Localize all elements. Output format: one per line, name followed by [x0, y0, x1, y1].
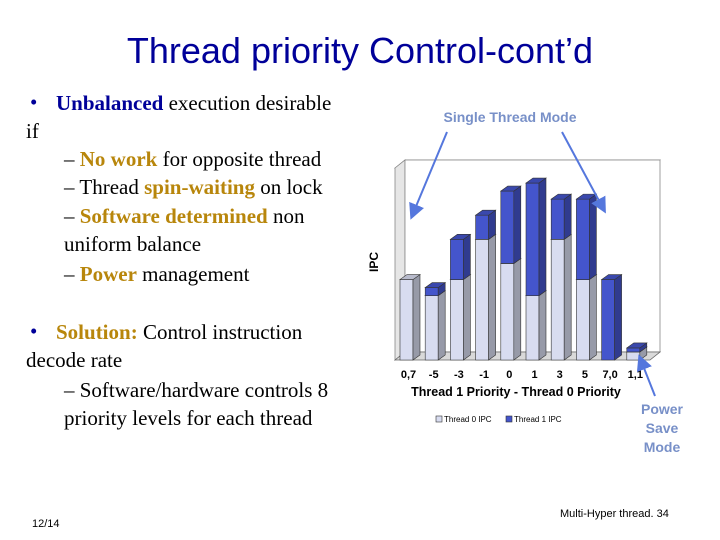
bar-side	[539, 291, 546, 360]
bar-thread0-0	[501, 258, 521, 360]
bar-side	[413, 275, 420, 360]
bar-front	[576, 280, 589, 360]
bar-side	[615, 275, 622, 360]
bar-thread0-0,7	[400, 275, 420, 360]
x-tick-label: 3	[556, 369, 563, 381]
bar-front	[476, 239, 489, 360]
dash: –	[64, 204, 75, 228]
bar-side	[564, 194, 571, 239]
x-tick-label: 7,0	[602, 369, 618, 381]
bar-thread0-3	[551, 234, 571, 360]
legend-swatch-thread1	[506, 416, 512, 422]
bar-thread0--3	[450, 275, 470, 360]
sub-item-1-rest: for opposite thread	[157, 147, 322, 171]
bar-thread1-7,0	[602, 275, 622, 360]
dash: –	[64, 175, 75, 199]
sub-item-2-keyword: spin-waiting	[144, 175, 255, 199]
dash: –	[64, 262, 75, 286]
slide-title: Thread priority Control-cont’d	[126, 30, 594, 71]
bar-front	[627, 352, 640, 360]
x-tick-label: 1	[531, 369, 538, 381]
bar-thread1-1	[526, 178, 546, 296]
bar-thread1-5	[576, 194, 596, 279]
bullet-2-rest: Control instruction	[137, 320, 303, 344]
sub2-item-2: priority levels for each thread	[64, 406, 313, 430]
annotation-save: Save	[645, 420, 679, 436]
sub-item-2-pre: Thread	[79, 175, 145, 199]
bar-front	[526, 296, 539, 360]
footer-page-right: Multi-Hyper thread. 34	[560, 508, 669, 520]
bar-thread1--3	[450, 234, 470, 279]
x-tick-label: 0,7	[400, 369, 417, 381]
bar-side	[564, 234, 571, 360]
x-tick-label: 5	[581, 369, 588, 381]
x-tick-label: -5	[428, 369, 439, 381]
bar-thread0--5	[425, 291, 445, 360]
footer-page-left: 12/14	[32, 518, 60, 530]
bar-front	[501, 263, 514, 360]
bar-thread1--1	[476, 210, 496, 239]
annotation-single-thread-mode: Single Thread Mode	[443, 109, 577, 125]
bar-thread0--1	[476, 234, 496, 360]
bullet-dot: •	[30, 90, 38, 114]
sub-item-4-keyword: Power	[79, 262, 137, 286]
legend-swatch-thread0	[436, 416, 442, 422]
y-axis-label: IPC	[367, 251, 381, 273]
bar-front	[526, 183, 539, 296]
bullet-1-continuation: if	[26, 119, 39, 143]
bullet-dot: •	[30, 319, 38, 343]
sub-item-2-rest: on lock	[254, 175, 323, 199]
bar-front	[476, 215, 489, 239]
bar-thread1-3	[551, 194, 571, 239]
sub2-item-1: – Software/hardware controls 8	[64, 378, 329, 402]
bar-front	[425, 288, 438, 296]
bullet-2-keyword: Solution:	[56, 320, 138, 344]
x-tick-label: 1,1	[627, 369, 643, 381]
bar-front	[551, 239, 564, 360]
dash: –	[64, 147, 75, 171]
bar-front	[576, 199, 589, 279]
bar-front	[627, 348, 640, 352]
bullet-1-keyword: Unbalanced	[56, 91, 164, 115]
sub-item-4-rest: management	[136, 262, 250, 286]
x-tick-label: -1	[479, 369, 489, 381]
legend-label-thread1: Thread 1 IPC	[514, 415, 562, 424]
bar-front	[450, 239, 463, 279]
bar-front	[501, 191, 514, 263]
legend-label-thread0: Thread 0 IPC	[444, 415, 492, 424]
bar-side	[539, 178, 546, 296]
sub-item-3-rest: non	[267, 204, 305, 228]
bar-thread1-0	[501, 186, 521, 263]
bullet-2-continuation: decode rate	[26, 348, 123, 372]
bar-side	[514, 186, 521, 263]
bar-front	[551, 199, 564, 239]
annotation-mode: Mode	[643, 439, 681, 455]
bar-side	[589, 275, 596, 360]
bar-front	[602, 280, 615, 360]
bar-side	[514, 258, 521, 360]
bar-front	[425, 296, 438, 360]
bar-side	[438, 291, 445, 360]
sub-item-1-keyword: No work	[79, 147, 158, 171]
legend	[436, 415, 562, 424]
bullet-1-rest: execution desirable	[163, 91, 332, 115]
bar-front	[400, 280, 413, 360]
sub-item-3-continuation: uniform balance	[64, 232, 202, 256]
x-tick-label: -3	[454, 369, 464, 381]
annotation-power: Power	[640, 401, 684, 417]
sub-item-3-keyword: Software determined	[79, 204, 268, 228]
bar-side	[463, 275, 470, 360]
bar-front	[450, 280, 463, 360]
bar-side	[589, 194, 596, 279]
bar-side	[489, 234, 496, 360]
bar-thread0-5	[576, 275, 596, 360]
bar-thread0-1	[526, 291, 546, 360]
bar-side	[463, 234, 470, 279]
x-axis-label: Thread 1 Priority - Thread 0 Priority	[411, 385, 621, 399]
x-tick-label: 0	[506, 369, 513, 381]
